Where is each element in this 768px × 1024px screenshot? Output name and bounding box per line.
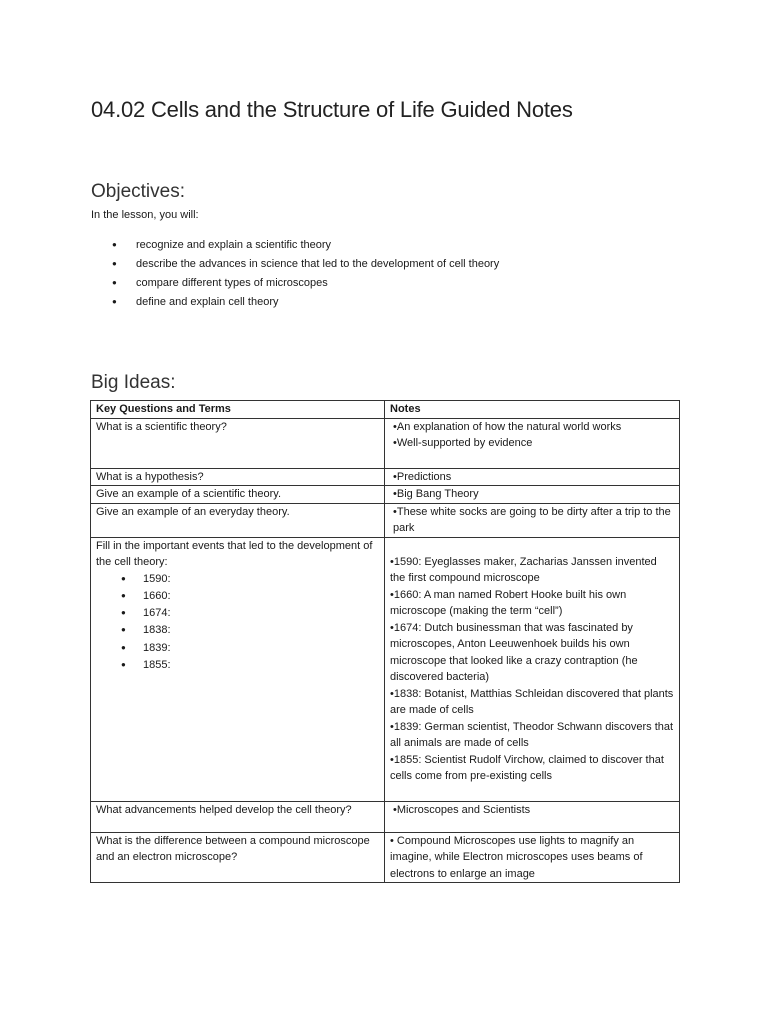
note-line: •Well-supported by evidence xyxy=(393,437,533,449)
list-item: ● compare different types of microscopes xyxy=(91,274,499,293)
question-cell: What is the difference between a compound microscope and an electron microscope? xyxy=(91,832,385,883)
question-cell xyxy=(91,537,385,801)
notes-cell xyxy=(385,832,680,883)
objectives-heading: Objectives: xyxy=(91,181,185,202)
table-row xyxy=(91,832,680,883)
list-item: ● define and explain cell theory xyxy=(91,293,499,312)
note-line: • Compound Microscopes use lights to magnify an imagine, while Electron microscopes uses beams of electrons to enlarge an image xyxy=(390,834,643,880)
note-line: •1838: Botanist, Matthias Schleidan discovered that plants are made of cells xyxy=(390,687,674,716)
year-item: ● 1838: xyxy=(96,622,379,639)
notes-cell xyxy=(385,468,680,486)
note-line: •1855: Scientist Rudolf Virchow, claimed to discover that cells come from pre-existing cells xyxy=(390,753,664,782)
column-header-notes: Notes xyxy=(385,401,680,419)
note-line: •1590: Eyeglasses maker, Zacharias Janssen invented the first compound microscope xyxy=(390,555,657,584)
table-row xyxy=(91,468,680,486)
question-text: Fill in the important events that led to the development of the cell theory: xyxy=(96,539,373,568)
table-header-row xyxy=(91,401,680,419)
big-ideas-heading: Big Ideas: xyxy=(91,372,176,393)
question-cell: What is a hypothesis? xyxy=(91,468,385,486)
question-cell: Give an example of an everyday theory. xyxy=(91,503,385,537)
table-row xyxy=(91,503,680,537)
notes-cell xyxy=(385,418,680,468)
note-line: •These white socks are going to be dirty after a trip to the park xyxy=(393,505,671,534)
year-item: ● 1855: xyxy=(96,657,379,674)
note-line: •An explanation of how the natural world works xyxy=(393,420,622,433)
table-row xyxy=(91,801,680,832)
table-row xyxy=(91,418,680,468)
objectives-intro: In the lesson, you will: xyxy=(91,209,199,221)
year-item: ● 1839: xyxy=(96,640,379,657)
table-row xyxy=(91,537,680,801)
note-line: •1660: A man named Robert Hooke built his own microscope (making the term “cell”) xyxy=(390,588,627,617)
year-item: ● 1674: xyxy=(96,605,379,622)
year-item: ● 1590: xyxy=(96,571,379,588)
page-title: 04.02 Cells and the Structure of Life Guided Notes xyxy=(91,97,573,122)
question-cell: Give an example of a scientific theory. xyxy=(91,486,385,504)
note-line: •Big Bang Theory xyxy=(393,488,479,500)
list-item: ● recognize and explain a scientific theory xyxy=(91,236,499,255)
notes-cell xyxy=(385,537,680,801)
note-line: •1839: German scientist, Theodor Schwann discovers that all animals are made of cells xyxy=(390,720,674,749)
notes-table xyxy=(90,400,680,883)
question-cell: What is a scientific theory? xyxy=(91,418,385,468)
note-line: •Predictions xyxy=(393,470,452,483)
note-line: •Microscopes and Scientists xyxy=(393,803,531,816)
notes-cell xyxy=(385,503,680,537)
notes-cell xyxy=(385,486,680,504)
notes-cell xyxy=(385,801,680,832)
year-item: ● 1660: xyxy=(96,588,379,605)
question-cell: What advancements helped develop the cell theory? xyxy=(91,801,385,832)
table-row xyxy=(91,486,680,504)
note-line: •1674: Dutch businessman that was fascinated by microscopes, Anton Leeuwenhoek builds his own microscope that looked like a crazy contraption (he discovered bacteria) xyxy=(390,621,638,683)
spacer xyxy=(390,538,674,554)
objectives-list xyxy=(91,236,499,312)
column-header-questions: Key Questions and Terms xyxy=(91,401,385,419)
year-list xyxy=(96,571,379,675)
list-item: ● describe the advances in science that led to the development of cell theory xyxy=(91,255,499,274)
